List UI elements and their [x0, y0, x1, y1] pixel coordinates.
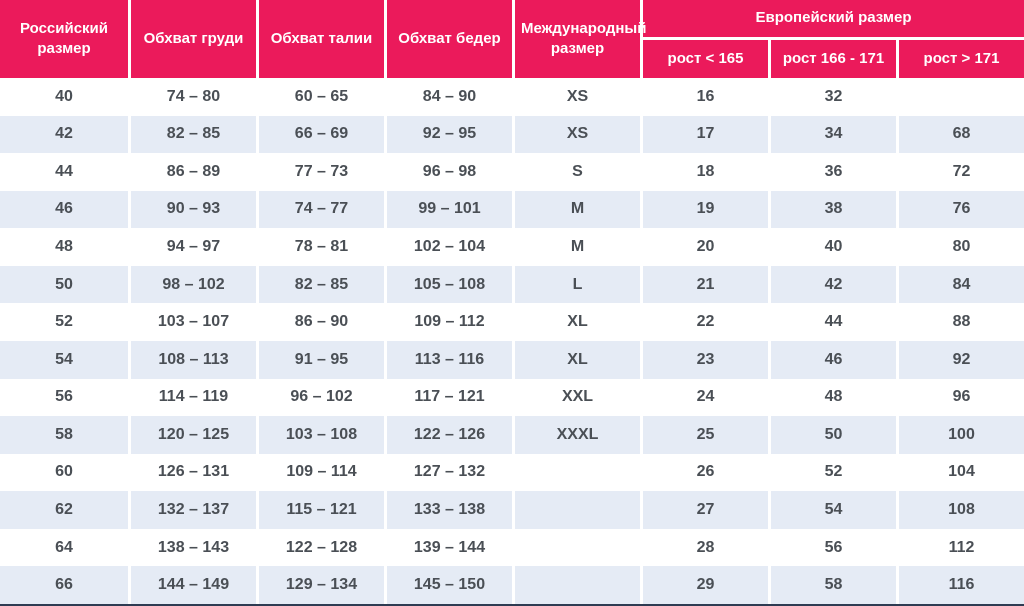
cell-hips: 84 – 90: [384, 78, 512, 116]
cell-hips: 102 – 104: [384, 228, 512, 266]
cell-international-size: XXL: [512, 379, 640, 417]
cell-russian-size: 44: [0, 153, 128, 191]
cell-height-166-171: 40: [768, 228, 896, 266]
cell-waist: 129 – 134: [256, 566, 384, 604]
cell-chest: 98 – 102: [128, 266, 256, 304]
cell-height-gt-171: 108: [896, 491, 1024, 529]
table-row: [0, 303, 1024, 341]
cell-height-166-171: 32: [768, 78, 896, 116]
cell-waist: 103 – 108: [256, 416, 384, 454]
header-height-gt-171: рост > 171: [896, 40, 1024, 78]
cell-height-gt-171: 88: [896, 303, 1024, 341]
cell-height-166-171: 34: [768, 116, 896, 154]
cell-height-lt-165: 28: [640, 529, 768, 567]
cell-height-166-171: 46: [768, 341, 896, 379]
cell-international-size: M: [512, 191, 640, 229]
table-row: [0, 491, 1024, 529]
cell-chest: 86 – 89: [128, 153, 256, 191]
cell-waist: 60 – 65: [256, 78, 384, 116]
cell-height-lt-165: 19: [640, 191, 768, 229]
header-waist: Обхват талии: [256, 0, 384, 78]
cell-international-size: M: [512, 228, 640, 266]
header-russian-size: Российский размер: [0, 0, 128, 78]
cell-russian-size: 60: [0, 454, 128, 492]
cell-hips: 105 – 108: [384, 266, 512, 304]
cell-hips: 99 – 101: [384, 191, 512, 229]
cell-height-lt-165: 23: [640, 341, 768, 379]
cell-waist: 91 – 95: [256, 341, 384, 379]
header-hips: Обхват бедер: [384, 0, 512, 78]
cell-height-lt-165: 24: [640, 379, 768, 417]
cell-height-166-171: 52: [768, 454, 896, 492]
cell-international-size: L: [512, 266, 640, 304]
cell-height-166-171: 48: [768, 379, 896, 417]
cell-height-166-171: 54: [768, 491, 896, 529]
size-table-body: [0, 78, 1024, 604]
cell-height-gt-171: 116: [896, 566, 1024, 604]
cell-international-size: [512, 529, 640, 567]
cell-height-166-171: 50: [768, 416, 896, 454]
cell-height-gt-171: 84: [896, 266, 1024, 304]
cell-chest: 108 – 113: [128, 341, 256, 379]
cell-russian-size: 56: [0, 379, 128, 417]
cell-international-size: XL: [512, 341, 640, 379]
cell-hips: 96 – 98: [384, 153, 512, 191]
cell-russian-size: 64: [0, 529, 128, 567]
cell-waist: 82 – 85: [256, 266, 384, 304]
cell-international-size: XS: [512, 78, 640, 116]
cell-waist: 77 – 73: [256, 153, 384, 191]
cell-chest: 114 – 119: [128, 379, 256, 417]
table-row: [0, 379, 1024, 417]
table-row: [0, 341, 1024, 379]
cell-international-size: [512, 454, 640, 492]
table-row: [0, 416, 1024, 454]
cell-russian-size: 46: [0, 191, 128, 229]
table-row: [0, 191, 1024, 229]
cell-chest: 144 – 149: [128, 566, 256, 604]
cell-waist: 96 – 102: [256, 379, 384, 417]
cell-chest: 138 – 143: [128, 529, 256, 567]
cell-height-gt-171: 76: [896, 191, 1024, 229]
cell-hips: 113 – 116: [384, 341, 512, 379]
cell-international-size: [512, 566, 640, 604]
cell-height-166-171: 44: [768, 303, 896, 341]
table-row: [0, 153, 1024, 191]
cell-height-166-171: 42: [768, 266, 896, 304]
cell-height-gt-171: [896, 78, 1024, 116]
cell-waist: 78 – 81: [256, 228, 384, 266]
cell-international-size: XS: [512, 116, 640, 154]
cell-international-size: [512, 491, 640, 529]
cell-hips: 109 – 112: [384, 303, 512, 341]
table-row: [0, 116, 1024, 154]
size-table-header: [0, 0, 1024, 78]
cell-waist: 122 – 128: [256, 529, 384, 567]
cell-height-gt-171: 112: [896, 529, 1024, 567]
cell-russian-size: 52: [0, 303, 128, 341]
table-row: [0, 566, 1024, 604]
cell-russian-size: 66: [0, 566, 128, 604]
cell-hips: 133 – 138: [384, 491, 512, 529]
cell-hips: 92 – 95: [384, 116, 512, 154]
cell-chest: 132 – 137: [128, 491, 256, 529]
cell-chest: 103 – 107: [128, 303, 256, 341]
cell-height-gt-171: 72: [896, 153, 1024, 191]
cell-hips: 127 – 132: [384, 454, 512, 492]
cell-height-lt-165: 18: [640, 153, 768, 191]
cell-height-lt-165: 21: [640, 266, 768, 304]
cell-russian-size: 48: [0, 228, 128, 266]
cell-height-lt-165: 29: [640, 566, 768, 604]
cell-hips: 122 – 126: [384, 416, 512, 454]
table-row: [0, 228, 1024, 266]
cell-hips: 139 – 144: [384, 529, 512, 567]
cell-russian-size: 62: [0, 491, 128, 529]
cell-russian-size: 50: [0, 266, 128, 304]
cell-height-lt-165: 16: [640, 78, 768, 116]
cell-russian-size: 42: [0, 116, 128, 154]
cell-chest: 120 – 125: [128, 416, 256, 454]
cell-russian-size: 54: [0, 341, 128, 379]
header-chest: Обхват груди: [128, 0, 256, 78]
header-height-166-171: рост 166 - 171: [768, 40, 896, 78]
cell-hips: 117 – 121: [384, 379, 512, 417]
header-height-lt-165: рост < 165: [640, 40, 768, 78]
cell-height-166-171: 58: [768, 566, 896, 604]
cell-height-lt-165: 17: [640, 116, 768, 154]
cell-height-gt-171: 80: [896, 228, 1024, 266]
table-row: [0, 78, 1024, 116]
cell-waist: 109 – 114: [256, 454, 384, 492]
header-international-size: Международный размер: [512, 0, 640, 78]
table-row: [0, 529, 1024, 567]
cell-waist: 115 – 121: [256, 491, 384, 529]
cell-waist: 74 – 77: [256, 191, 384, 229]
cell-chest: 90 – 93: [128, 191, 256, 229]
cell-height-lt-165: 22: [640, 303, 768, 341]
cell-international-size: XXXL: [512, 416, 640, 454]
cell-height-166-171: 56: [768, 529, 896, 567]
cell-chest: 126 – 131: [128, 454, 256, 492]
cell-russian-size: 58: [0, 416, 128, 454]
cell-chest: 94 – 97: [128, 228, 256, 266]
header-european-size: Европейский размер: [640, 0, 1024, 40]
cell-international-size: XL: [512, 303, 640, 341]
cell-chest: 82 – 85: [128, 116, 256, 154]
cell-height-lt-165: 26: [640, 454, 768, 492]
cell-height-lt-165: 27: [640, 491, 768, 529]
cell-hips: 145 – 150: [384, 566, 512, 604]
cell-height-lt-165: 25: [640, 416, 768, 454]
cell-chest: 74 – 80: [128, 78, 256, 116]
cell-height-gt-171: 68: [896, 116, 1024, 154]
table-row: [0, 454, 1024, 492]
cell-russian-size: 40: [0, 78, 128, 116]
cell-waist: 86 – 90: [256, 303, 384, 341]
cell-height-gt-171: 100: [896, 416, 1024, 454]
cell-height-166-171: 38: [768, 191, 896, 229]
cell-height-lt-165: 20: [640, 228, 768, 266]
cell-international-size: S: [512, 153, 640, 191]
cell-height-gt-171: 96: [896, 379, 1024, 417]
cell-height-166-171: 36: [768, 153, 896, 191]
cell-height-gt-171: 104: [896, 454, 1024, 492]
cell-height-gt-171: 92: [896, 341, 1024, 379]
table-row: [0, 266, 1024, 304]
cell-waist: 66 – 69: [256, 116, 384, 154]
